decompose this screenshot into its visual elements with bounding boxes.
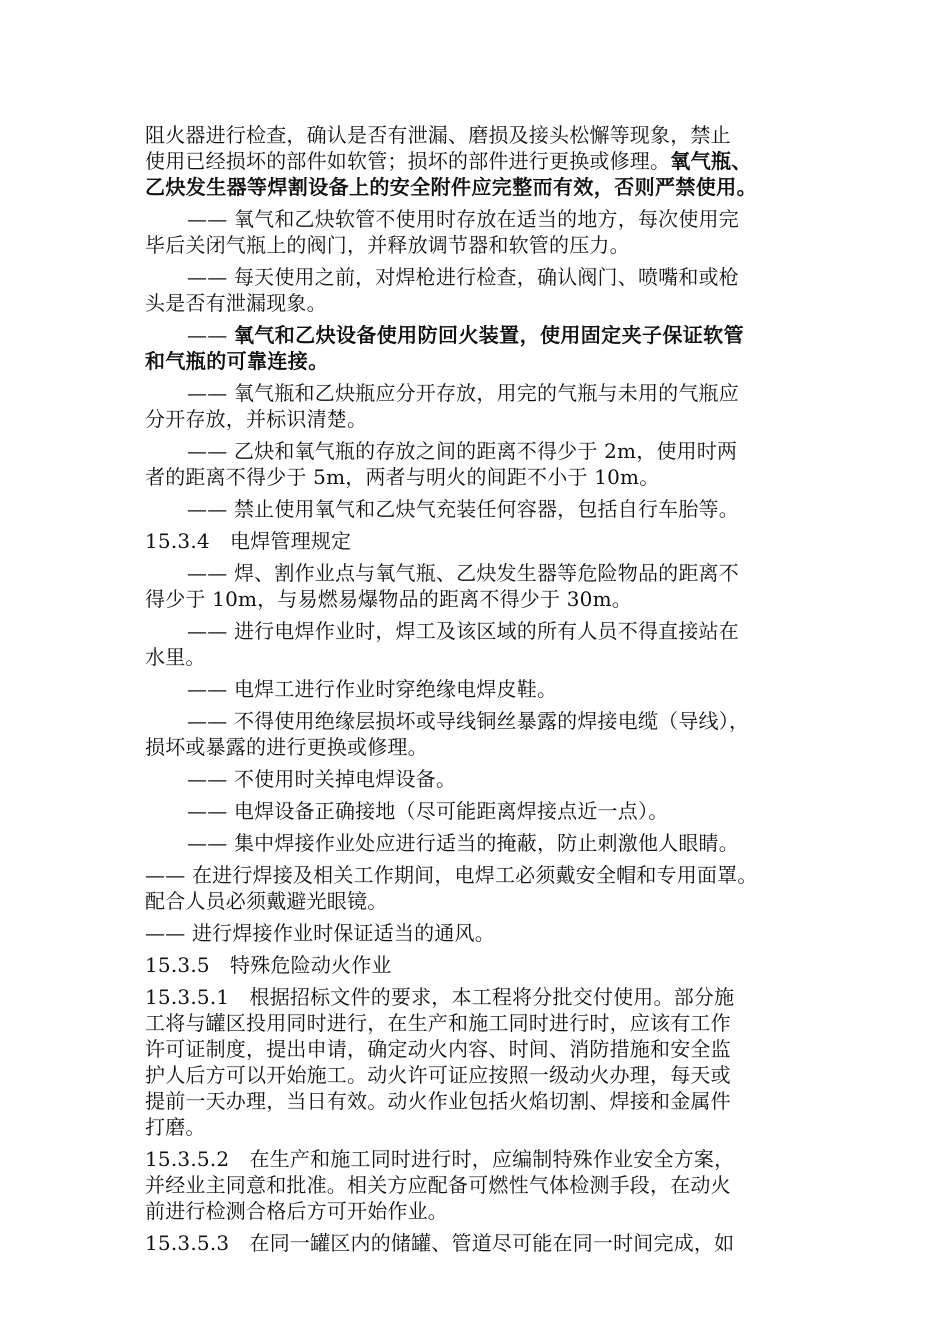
- list-item: [145, 862, 810, 914]
- heading-text: 15.3.4 电焊管理规定: [145, 529, 352, 553]
- list-item: [145, 830, 810, 856]
- text-line: —— 焊、割作业点与氧气瓶、乙炔发生器等危险物品的距离不: [187, 561, 739, 585]
- text-line: —— 氧气和乙炔软管不使用时存放在适当的地方，每次使用完: [187, 207, 739, 231]
- text-line: —— 乙炔和氧气瓶的存放之间的距离不得少于 2m，使用时两: [187, 439, 738, 463]
- bold-text: 氧气瓶、: [670, 149, 752, 173]
- text-line: 水里。: [145, 645, 206, 669]
- text-line: —— 每天使用之前，对焊枪进行检查，确认阀门、喷嘴和或枪: [187, 265, 739, 289]
- text-line: —— 集中焊接作业处应进行适当的掩蔽，防止刺激他人眼睛。: [187, 831, 739, 855]
- list-item: [145, 560, 810, 612]
- heading-text: 15.3.5 特殊危险动火作业: [145, 953, 392, 977]
- text-line: —— 进行电焊作业时，焊工及该区域的所有人员不得直接站在: [187, 619, 739, 643]
- text-line: 分开存放，并标识清楚。: [145, 407, 368, 431]
- text-line: —— 电焊工进行作业时穿绝缘电焊皮鞋。: [187, 677, 558, 701]
- dash-marker: ——: [187, 323, 234, 347]
- text-line: 护人后方可以开始施工。动火许可证应按照一级动火办理，每天或: [145, 1063, 731, 1087]
- list-item: [145, 380, 810, 432]
- text-line: —— 进行焊接作业时保证适当的通风。: [145, 921, 495, 945]
- text-line: 配合人员必须戴避光眼镜。: [145, 889, 388, 913]
- text-line: 得少于 10m，与易燃易爆物品的距离不得少于 30m。: [145, 587, 632, 611]
- list-item: [145, 920, 810, 946]
- text-line: —— 不使用时关掉电焊设备。: [187, 767, 457, 791]
- section-heading: [145, 528, 810, 554]
- text-line: 并经业主同意和批准。相关方应配备可燃性气体检测手段，在动火: [145, 1173, 731, 1197]
- text-span: 使用已经损坏的部件如软管；损坏的部件进行更换或修理。: [145, 149, 671, 173]
- text-line: 15.3.5.2 在生产和施工同时进行时，应编制特殊作业安全方案，: [145, 1147, 735, 1171]
- list-item: [145, 496, 810, 522]
- text-line: —— 不得使用绝缘层损坏或导线铜丝暴露的焊接电缆（导线），: [187, 709, 750, 733]
- list-item: [145, 206, 810, 258]
- document-page: [145, 122, 810, 1262]
- text-line: 15.3.5.3 在同一罐区内的储罐、管道尽可能在同一时间完成，如: [145, 1231, 735, 1255]
- text-line: 许可证制度，提出申请，确定动火内容、时间、消防措施和安全监: [145, 1037, 731, 1061]
- paragraph: [145, 122, 810, 200]
- text-line: 15.3.5.1 根据招标文件的要求，本工程将分批交付使用。部分施: [145, 985, 735, 1009]
- paragraph: [145, 1230, 810, 1256]
- text-line: 损坏或暴露的进行更换或修理。: [145, 735, 428, 759]
- paragraph: [145, 984, 810, 1140]
- list-item: [145, 766, 810, 792]
- list-item: [145, 438, 810, 490]
- text-line: 工将与罐区投用同时进行，在生产和施工同时进行时，应该有工作: [145, 1011, 731, 1035]
- text-line: 阻火器进行检查，确认是否有泄漏、磨损及接头松懈等现象，禁止: [145, 123, 731, 147]
- text-line: —— 在进行焊接及相关工作期间，电焊工必须戴安全帽和专用面罩。: [145, 863, 758, 887]
- paragraph: [145, 1146, 810, 1224]
- bold-text-line: 乙炔发生器等焊割设备上的安全附件应完整而有效，否则严禁使用。: [145, 175, 757, 199]
- list-item: [145, 264, 810, 316]
- list-item: [145, 618, 810, 670]
- text-line: 前进行检测合格后方可开始作业。: [145, 1199, 448, 1223]
- list-item: [145, 708, 810, 760]
- bold-text: 氧气和乙炔设备使用防回火装置，使用固定夹子保证软管: [233, 323, 744, 347]
- text-line: [145, 322, 810, 348]
- section-heading: [145, 952, 810, 978]
- text-line: 头是否有泄漏现象。: [145, 291, 327, 315]
- text-line: 打磨。: [145, 1115, 206, 1139]
- text-line: —— 氧气瓶和乙炔瓶应分开存放，用完的气瓶与未用的气瓶应: [187, 381, 739, 405]
- bold-text-line: 和气瓶的可靠连接。: [145, 349, 329, 373]
- text-line: 毕后关闭气瓶上的阀门，并释放调节器和软管的压力。: [145, 233, 630, 257]
- text-line: [145, 148, 810, 174]
- text-line: 者的距离不得少于 5m，两者与明火的间距不小于 10m。: [145, 465, 660, 489]
- text-line: 提前一天办理，当日有效。动火作业包括火焰切割、焊接和金属件: [145, 1089, 731, 1113]
- text-line: —— 禁止使用氧气和乙炔气充装任何容器，包括自行车胎等。: [187, 497, 739, 521]
- list-item: [145, 322, 810, 374]
- list-item: [145, 676, 810, 702]
- list-item: [145, 798, 810, 824]
- text-line: —— 电焊设备正确接地（尽可能距离焊接点近一点）。: [187, 799, 669, 823]
